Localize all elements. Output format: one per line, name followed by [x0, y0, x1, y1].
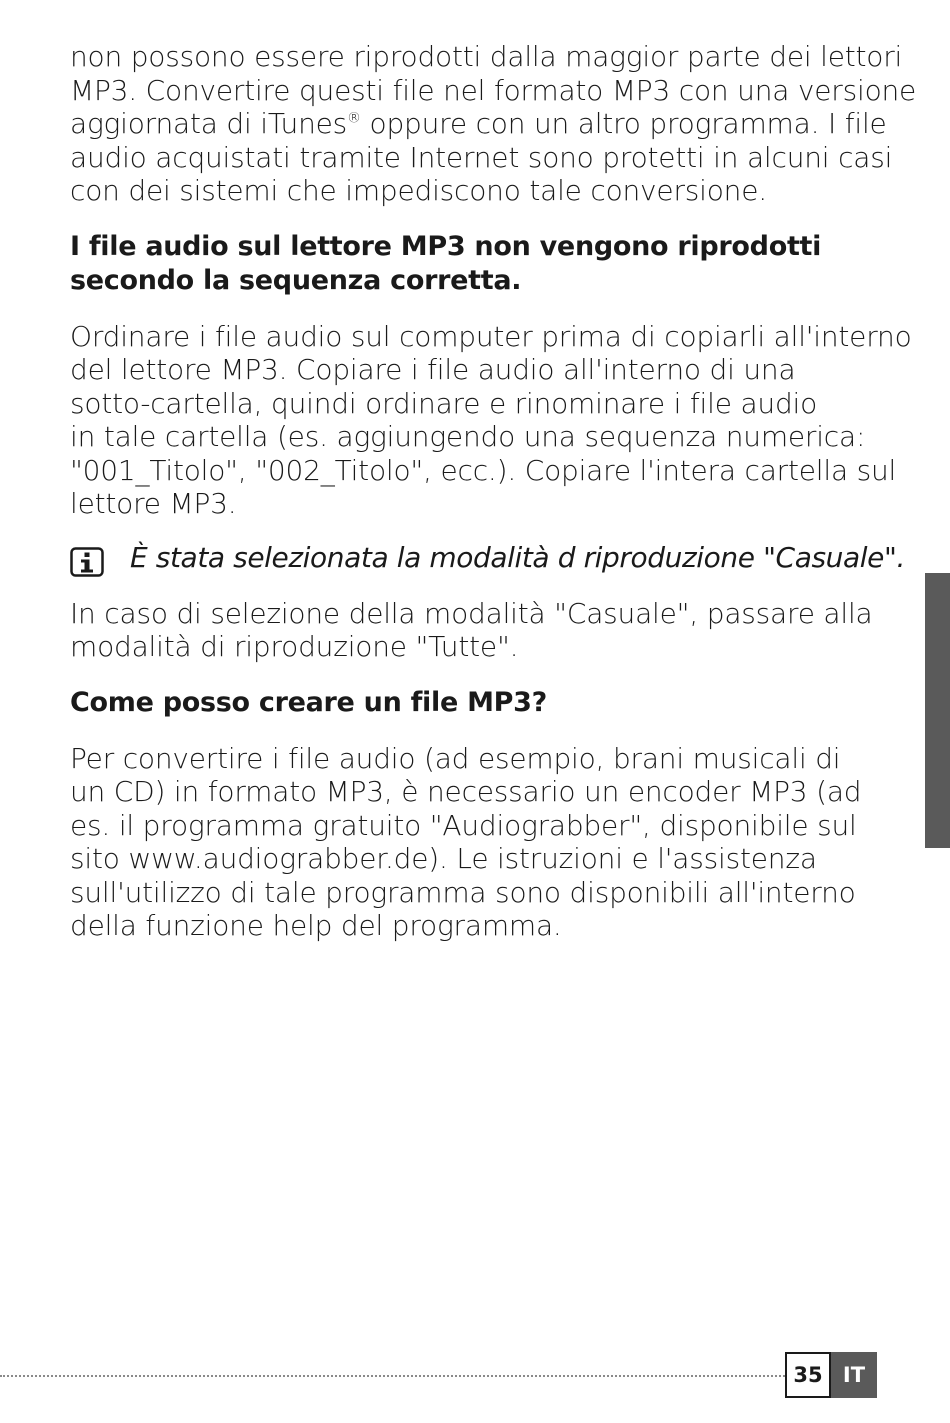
heading-line: I file audio sul lettore MP3 non vengono riprodotti — [70, 230, 822, 262]
text-line: Per convertire i file audio (ad esempio, brani musicali di — [70, 741, 841, 775]
text-line: della funzione help del programma. — [70, 909, 562, 942]
text-line: sull'utilizzo di tale programma sono disponibili all'interno — [70, 875, 856, 909]
language-badge: IT — [831, 1352, 877, 1398]
text-line: In caso di selezione della modalità "Casuale", passare alla — [70, 596, 873, 630]
text-line: es. il programma gratuito "Audiograbber", disponibile sul — [70, 808, 857, 842]
heading-line: secondo la sequenza corretta. — [70, 264, 522, 296]
page-content — [70, 40, 917, 943]
text-line: non possono essere riprodotti dalla maggior parte dei lettori — [70, 40, 903, 73]
paragraph-sort-files — [70, 319, 912, 521]
heading-playback-order — [70, 230, 870, 298]
paragraph-mp3-encoder — [70, 742, 870, 943]
text-line: "001_Titolo", "002_Titolo", ecc.). Copiare l'intera cartella sul — [70, 453, 897, 487]
text-line: audio acquistati tramite Internet sono protetti in alcuni casi — [70, 140, 893, 174]
text-line: in tale cartella (es. aggiungendo una sequenza numerica: — [70, 420, 866, 453]
heading-line: Come posso creare un file MP3? — [70, 686, 547, 718]
paragraph-itunes-conversion — [70, 40, 917, 208]
info-icon — [70, 547, 104, 577]
text-line: lettore MP3. — [70, 487, 237, 520]
registered-mark: ® — [347, 110, 361, 127]
paragraph-shuffle-mode — [70, 596, 873, 664]
text-line: sito www.audiograbber.de). Le istruzioni e l'assistenza — [70, 842, 817, 875]
text-line: sotto-cartella, quindi ordinare e rinominare i file audio — [70, 386, 818, 420]
text-line: un CD) in formato MP3, è necessario un encoder MP3 (ad — [70, 775, 862, 808]
text-fragment: aggiornata di iTunes — [70, 107, 348, 140]
text-line: Ordinare i file audio sul computer prima di copiarli all'interno — [70, 319, 912, 353]
text-line: con dei sistemi che impediscono tale conversione. — [70, 174, 767, 207]
footer-dotted-rule — [0, 1375, 785, 1377]
text-line: MP3. Convertire questi file nel formato MP3 con una versione — [70, 73, 917, 107]
page-number: 35 — [785, 1352, 831, 1398]
info-note — [70, 540, 905, 581]
heading-create-mp3 — [70, 686, 870, 720]
note-text: È stata selezionata la modalità d riproduzione "Casuale". — [130, 540, 905, 574]
text-fragment: oppure con un altro programma. I file — [360, 107, 887, 140]
text-line: del lettore MP3. Copiare i file audio all'interno di una — [70, 353, 796, 386]
text-line — [70, 107, 887, 141]
text-line: modalità di riproduzione "Tutte". — [70, 630, 519, 663]
language-side-tab — [925, 573, 950, 848]
